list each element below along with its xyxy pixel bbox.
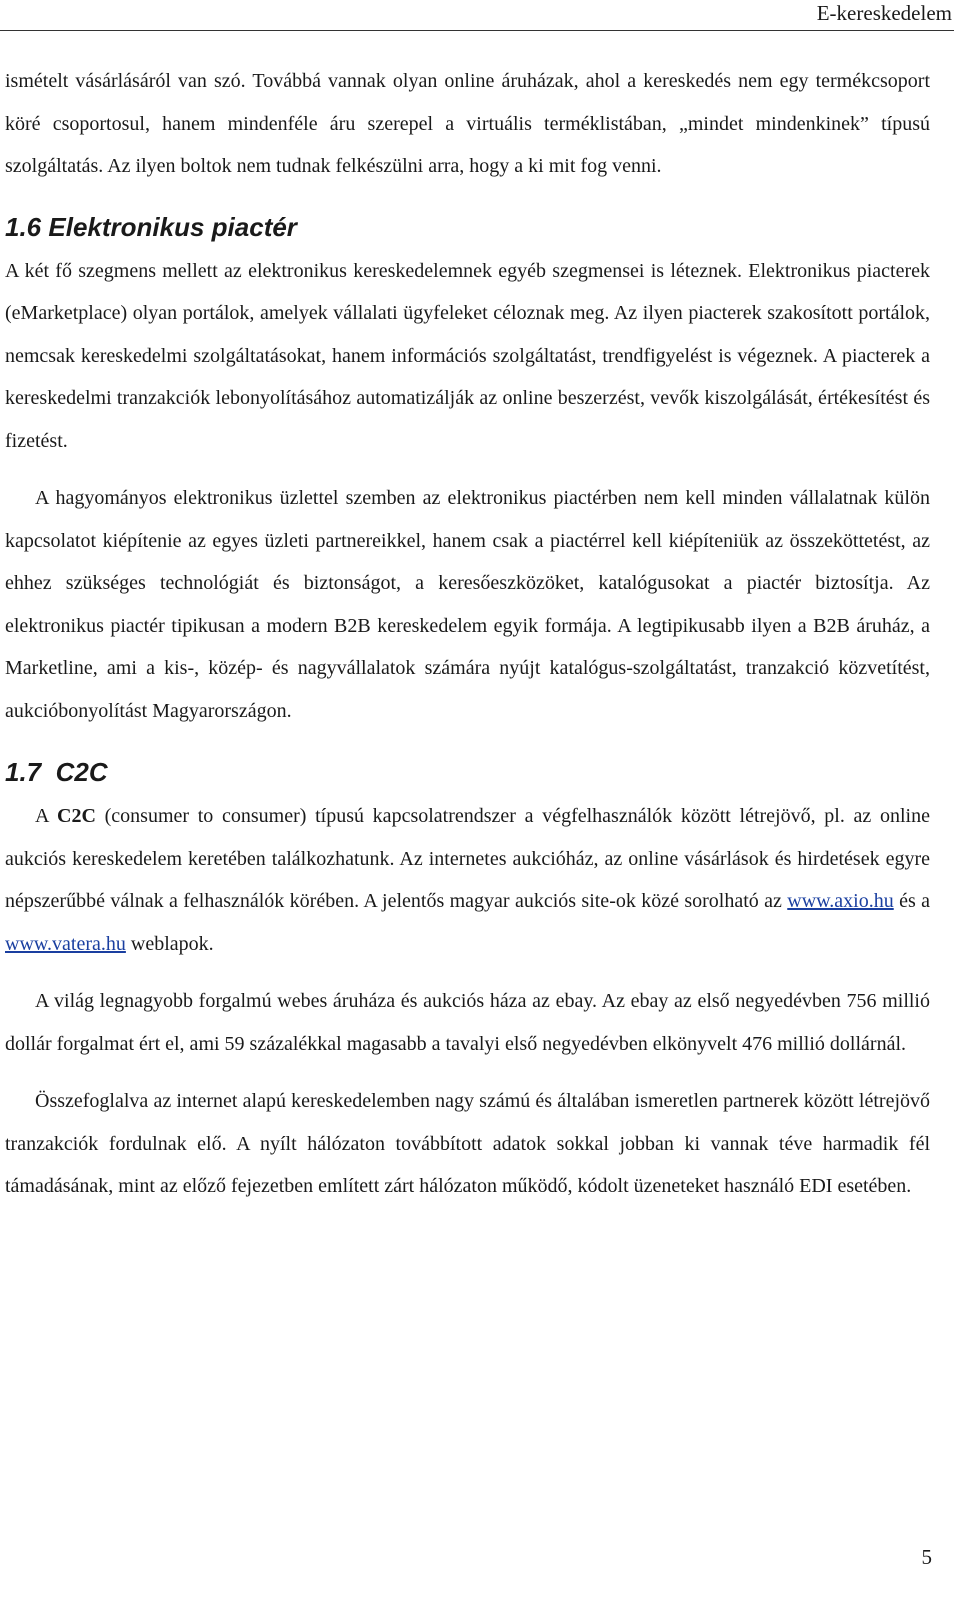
section-number: 1.6 — [5, 211, 42, 242]
text-span: és a — [893, 890, 931, 912]
header-title: E-kereskedelem — [816, 1, 952, 25]
section-number: 1.7 — [5, 757, 42, 787]
paragraph-intro: ismételt vásárlásáról van szó. Továbbá vannak olyan online áruházak, ahol a kereskedés nem egy termékcsoport köré csoportosul, hanem mindenféle áru szerepel a virtuális terméklistában, „mindet mindenkinek” típusú szolgáltatás. Az ilyen boltok nem tudnak felkészülni arra, hogy a ki mit fog venni. — [5, 70, 930, 177]
document-body — [5, 60, 930, 1208]
paragraph-c2c-3: Összefoglalva az internet alapú kereskedelemben nagy számú és általában ismeretlen partnerek között létrejövő tranzakciók fordulnak elő. A nyílt hálózaton továbbított adatok sokkal jobban ki vannak téve harmadik fél támadásának, mint az előző fejezetben említett zárt hálózaton működő, kódolt üzeneteket használó EDI esetében. — [5, 1090, 930, 1197]
paragraph-c2c-2: A világ legnagyobb forgalmú webes áruháza és aukciós háza az ebay. Az ebay az első negyedévben 756 millió dollár forgalmat ért el, ami 59 százalékkal magasabb a tavalyi első negyedévben elkönyvelt 476 millió dollárnál. — [5, 990, 930, 1055]
section-title: Elektronikus piactér — [48, 211, 297, 242]
section-title: C2C — [55, 757, 108, 787]
link-axio[interactable]: www.axio.hu — [787, 890, 894, 912]
link-vatera[interactable]: www.vatera.hu — [5, 932, 126, 955]
text-span: A — [35, 805, 58, 827]
paragraph-marketplace-2: A hagyományos elektronikus üzlettel szemben az elektronikus piactérben nem kell minden vállalatnak külön kapcsolatot kiépítenie az egyes üzleti partnereikkel, hanem csak a piactérrel kell kiépíteniük az összeköttetést, az ehhez szükséges technológiát és biztonságot, a keresőeszközöket, katalógusokat a piactér biztosítja. Az elektronikus piactér tipikusan a modern B2B kereskedelem egyik formája. A legtipikusabb ilyen a B2B áruház, a Marketline, ami a kis-, közép- és nagyvállalatok számára nyújt katalógus-szolgáltatást, tranzakció közvetítést, aukcióbonyolítást Magyarországon. — [5, 487, 930, 722]
c2c-term: C2C — [57, 805, 96, 827]
page-header — [0, 0, 954, 31]
text-span: weblapok. — [125, 932, 214, 955]
paragraph-marketplace-1: A két fő szegmens mellett az elektronikus kereskedelemnek egyéb szegmensei is léteznek. Elektronikus piacterek (eMarketplace) olyan portálok, amelyek vállalati ügyfeleket céloznak meg. Az ilyen piacterek szakosított portálok, nemcsak kereskedelmi szolgáltatásokat, hanem információs szolgáltatást, trendfigyelést is végeznek. A piacterek a kereskedelmi tranzakciók lebonyolításához automatizálják az online beszerzést, vevők kiszolgálását, értékesítést és fizetést. — [5, 259, 930, 452]
text-span: (consumer to consumer) típusú kapcsolatrendszer a végfelhasználók között létrejövő, pl. az online aukciós kereskedelem keretében találkozhatunk. Az internetes aukcióház, az online vásárlások és hirdetések egyre népszerűbbé válnak a felhasználók körében. A jelentős magyar aukciós site-ok közé sorolható az — [5, 805, 930, 912]
section-heading-1-7 — [5, 749, 930, 795]
page-number: 5 — [921, 1545, 932, 1569]
paragraph-c2c-1 — [5, 795, 930, 965]
section-heading-1-6 — [5, 204, 930, 250]
